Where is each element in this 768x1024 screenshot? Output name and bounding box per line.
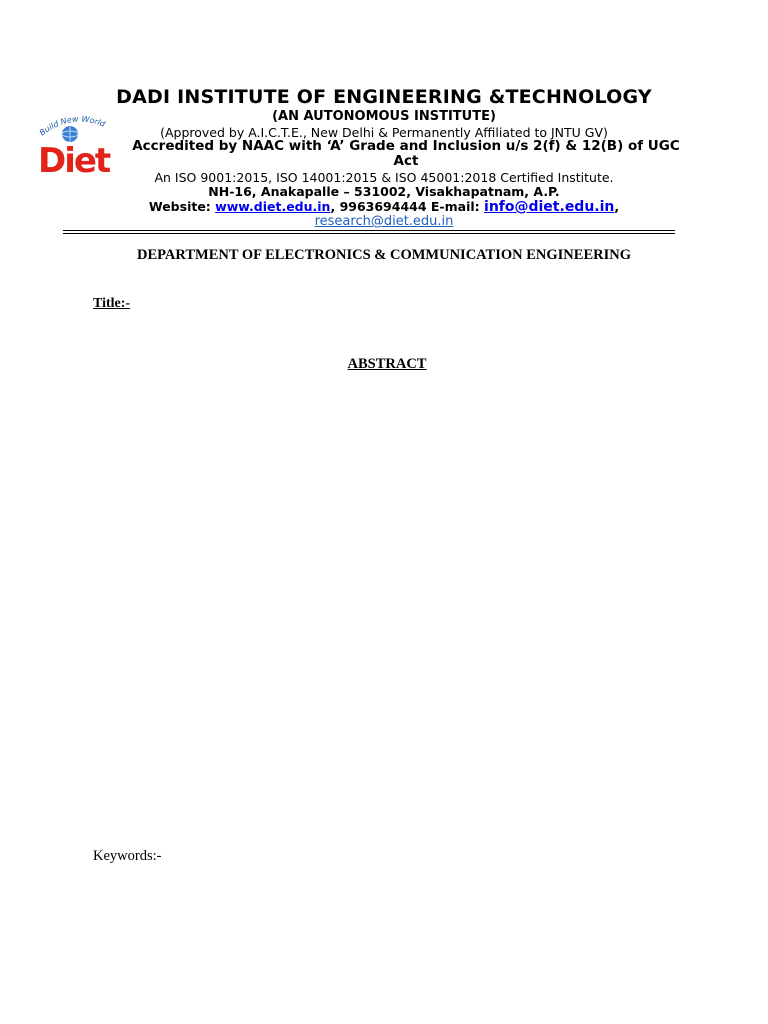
website-label: Website: (148, 199, 211, 214)
department-heading: DEPARTMENT OF ELECTRONICS & COMMUNICATION ENGINEERING (136, 247, 631, 263)
header-rule-top (63, 230, 675, 231)
accreditation-line: Accredited by NAAC with ‘A’ Grade and Inclusion u/s 2(f) & 12(B) of UGC Act (132, 138, 680, 169)
contact-line (0, 199, 768, 215)
autonomous-status: (AN AUTONOMOUS INSTITUTE) (272, 109, 496, 124)
iso-certification: An ISO 9001:2015, ISO 14001:2015 & ISO 45001:2018 Certified Institute. (154, 170, 614, 185)
abstract-heading: ABSTRACT (347, 356, 427, 372)
header-rule-bottom (63, 233, 675, 234)
logo-tagline: Build New World (37, 114, 107, 138)
separator: , (614, 199, 620, 214)
keywords-label: Keywords:- (93, 848, 162, 864)
phone-text: , 9963694444 E-mail: (330, 199, 480, 214)
email-link[interactable]: info@diet.edu.in (484, 199, 615, 215)
research-email-link[interactable]: research@diet.edu.in (314, 214, 454, 229)
research-email-line (0, 214, 768, 229)
logo-word: Diet (38, 141, 110, 178)
approval-line: (Approved by A.I.C.T.E., New Delhi & Permanently Affiliated to JNTU GV) (160, 125, 608, 140)
website-link[interactable]: www.diet.edu.in (215, 199, 331, 214)
title-label: Title:- (93, 296, 131, 311)
address-line: NH-16, Anakapalle – 531002, Visakhapatnam, A.P. (208, 184, 560, 199)
institute-name: DADI INSTITUTE OF ENGINEERING &TECHNOLOGY (116, 86, 652, 108)
